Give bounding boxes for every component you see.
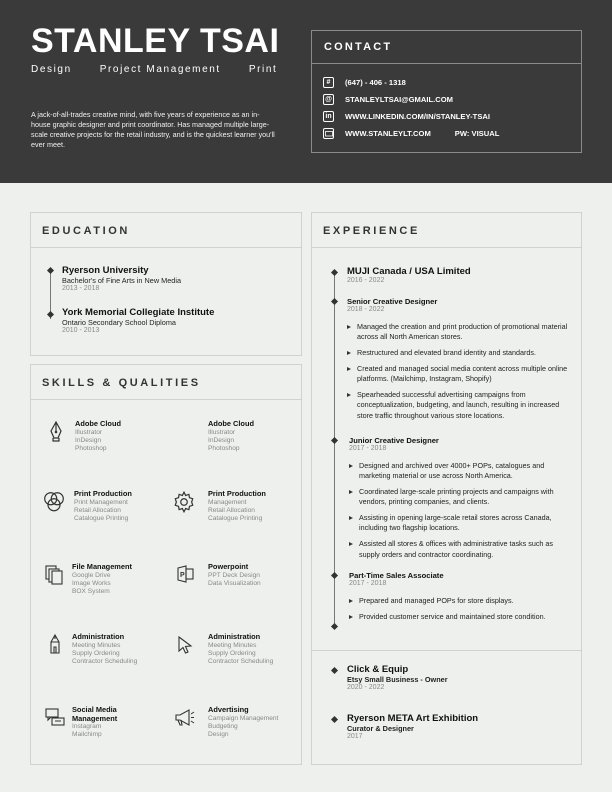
megaphone-icon — [172, 706, 196, 728]
cursor-icon — [174, 633, 196, 655]
skills-panel — [30, 364, 302, 765]
skill-detail: Catalogue Printing — [74, 515, 129, 523]
bullet-item: Created and managed social media content across multiple online platforms. (Mailchimp, Instagram, Shopify) — [347, 364, 569, 384]
side-entry — [347, 713, 478, 740]
contact-list — [312, 64, 581, 142]
bullet-item: Assisting in opening large-scale retail stores across Canada, including two flagship locations. — [349, 513, 571, 533]
school-name: York Memorial Collegiate Institute — [62, 307, 215, 318]
company-name: MUJI Canada / USA Limited — [347, 266, 471, 277]
skill-detail: Image Works — [72, 579, 111, 587]
skill-detail: Data Visualization — [208, 579, 261, 587]
contact-box — [311, 30, 582, 153]
pencil-icon — [44, 633, 66, 655]
experience-title: EXPERIENCE — [312, 213, 581, 248]
bullet-item: Coordinated large-scale printing projects and campaigns with vendors, printing companies, and clients. — [349, 487, 571, 507]
skills-title: SKILLS & QUALITIES — [31, 365, 301, 400]
skill-name: File Management — [72, 562, 132, 571]
skill-detail: Budgeting — [208, 722, 238, 730]
bullet-item: Restructured and elevated brand identity and standards. — [347, 348, 569, 358]
skill-detail: Design — [208, 731, 229, 739]
skill-detail: Illustrator — [75, 428, 103, 436]
phone-icon: # — [323, 77, 334, 88]
skill-name: Administration — [72, 632, 125, 641]
skill-detail: PPT Deck Design — [208, 571, 260, 579]
skill-detail: Illustrator — [208, 428, 236, 436]
years: 2017 - 2018 — [349, 445, 387, 452]
header — [0, 0, 612, 183]
degree: Bachelor's of Fine Arts in New Media — [62, 276, 182, 285]
timeline-dot — [331, 437, 338, 444]
role-entry — [349, 571, 571, 628]
password-text: PW: VISUAL — [454, 129, 500, 138]
contact-title: CONTACT — [312, 31, 581, 64]
email-text[interactable]: STANLEYLTSAI@GMAIL.COM — [345, 95, 453, 104]
years: 2013 - 2018 — [62, 285, 100, 292]
entry-name: Click & Equip — [347, 664, 409, 675]
skill-detail: Photoshop — [208, 445, 240, 453]
files-icon — [43, 563, 65, 585]
company-entry — [347, 266, 471, 284]
contact-phone — [323, 74, 581, 91]
skill-detail: Retail Allocation — [208, 506, 255, 514]
skill-item — [174, 563, 261, 588]
skill-detail: InDesign — [75, 436, 102, 444]
years: 2020 - 2022 — [347, 684, 385, 691]
side-entry — [347, 664, 448, 691]
years: 2017 - 2018 — [349, 580, 387, 587]
divider — [312, 650, 581, 651]
role-title: Part-Time Sales Associate — [349, 571, 444, 580]
website-text[interactable]: WWW.STANLEYLT.COM — [345, 129, 431, 138]
color-circles-icon — [42, 490, 66, 514]
timeline-dot — [331, 269, 338, 276]
skill-detail: Supply Ordering — [72, 649, 120, 657]
entry-dot — [331, 667, 338, 674]
school-name: Ryerson University — [62, 265, 149, 276]
skill-detail: Contractor Scheduling — [72, 658, 138, 666]
skill-name: Adobe Cloud — [75, 419, 121, 428]
phone-text: (647) - 406 - 1318 — [345, 78, 406, 87]
skill-name: Administration — [208, 632, 261, 641]
skill-item — [172, 490, 266, 524]
bullet-item: Prepared and managed POPs for store displays. — [349, 596, 571, 606]
skill-name: Advertising — [208, 705, 249, 714]
role-entry — [349, 436, 571, 566]
skill-detail: InDesign — [208, 436, 235, 444]
timeline-dot — [331, 298, 338, 305]
bullet-list — [349, 596, 571, 622]
timeline-dot — [47, 267, 54, 274]
timeline-dot — [47, 311, 54, 318]
role-title: Junior Creative Designer — [349, 436, 439, 445]
skill-name: Print Production — [208, 489, 266, 498]
skill-detail: BOX System — [72, 588, 110, 596]
skill-detail: Google Drive — [72, 571, 111, 579]
years: 2017 — [347, 733, 363, 740]
bullet-item: Spearheaded successful advertising campaigns from conceptualization, budgeting, and launch, resulting in increased store traffic throughout various store locations. — [347, 390, 569, 420]
linkedin-icon: in — [323, 111, 334, 122]
skill-item — [44, 706, 132, 740]
skill-detail: Meeting Minutes — [208, 641, 257, 649]
role-item: Print — [248, 64, 278, 75]
bullet-list — [347, 322, 569, 421]
education-panel — [30, 212, 302, 356]
summary: A jack-of-all-trades creative mind, with five years of experience as an in-house graphic designer and print coordinator. Has managed multiple large-scale creative projects for the retail industry, and is the quickest learner you'll ever meet. — [31, 110, 275, 150]
contact-email[interactable] — [323, 91, 581, 108]
degree: Ontario Secondary School Diploma — [62, 318, 176, 327]
skill-detail: Catalogue Printing — [208, 515, 263, 523]
skill-name: Adobe Cloud — [208, 419, 254, 428]
skill-detail: Contractor Scheduling — [208, 658, 274, 666]
pen-nib-icon — [45, 420, 67, 442]
chat-icon — [44, 706, 66, 728]
powerpoint-icon — [174, 563, 196, 585]
entry-name: Ryerson META Art Exhibition — [347, 713, 479, 724]
skill-detail: Print Management — [74, 498, 128, 506]
skill-detail: Retail Allocation — [74, 506, 121, 514]
skill-item — [43, 563, 132, 597]
bullet-item: Designed and archived over 4000+ POPs, catalogues and marketing material or use across North America. — [349, 461, 571, 481]
education-title: EDUCATION — [31, 213, 301, 248]
candidate-name: STANLEY TSAI — [31, 22, 280, 60]
linkedin-text[interactable]: WWW.LINKEDIN.COM/IN/STANLEY-TSAI — [345, 112, 490, 121]
role-entry — [347, 297, 569, 427]
website-icon — [323, 128, 334, 139]
role-item: Project Management — [99, 64, 221, 75]
entry-dot — [331, 716, 338, 723]
bullet-item: Provided customer service and maintained store condition. — [349, 612, 571, 622]
skill-name: Print Production — [74, 489, 132, 498]
skill-detail: Management — [208, 498, 247, 506]
bullet-item: Assisted all stores & offices with administrative tasks such as supply orders and contractor coordinating. — [349, 539, 571, 559]
role-title: Senior Creative Designer — [347, 297, 438, 306]
skill-detail: Campaign Management — [208, 714, 279, 722]
role-item: Design — [31, 64, 72, 75]
timeline-dot — [331, 623, 338, 630]
bullet-item: Managed the creation and print production of promotional material across all North American stores. — [347, 322, 569, 342]
skill-name: Powerpoint — [208, 562, 249, 571]
years: 2016 - 2022 — [347, 277, 385, 284]
entry-role: Etsy Small Business - Owner — [347, 675, 448, 684]
bullet-list — [349, 461, 571, 560]
timeline-dot — [331, 572, 338, 579]
years: 2018 - 2022 — [347, 306, 385, 313]
contact-website[interactable] — [323, 125, 581, 142]
years: 2010 - 2013 — [62, 327, 100, 334]
svg-text:P: P — [180, 572, 185, 579]
email-icon: @ — [323, 94, 334, 105]
gear-icon — [172, 490, 196, 514]
skill-item — [174, 633, 273, 667]
skill-detail: Supply Ordering — [208, 649, 256, 657]
experience-panel — [311, 212, 582, 765]
skill-item — [172, 706, 278, 740]
contact-linkedin[interactable] — [323, 108, 581, 125]
roles-list — [31, 64, 277, 75]
skill-name: Social Media Management — [72, 705, 118, 723]
education-entry — [62, 307, 214, 334]
education-entry — [62, 265, 181, 292]
skill-item — [208, 420, 254, 454]
skill-item — [42, 490, 132, 524]
skill-detail: Mailchimp — [72, 731, 102, 739]
skill-detail: Instagram — [72, 723, 102, 731]
skill-item — [45, 420, 121, 454]
skill-detail: Photoshop — [75, 445, 107, 453]
skill-detail: Meeting Minutes — [72, 641, 121, 649]
skill-item — [44, 633, 137, 667]
entry-role: Curator & Designer — [347, 724, 414, 733]
